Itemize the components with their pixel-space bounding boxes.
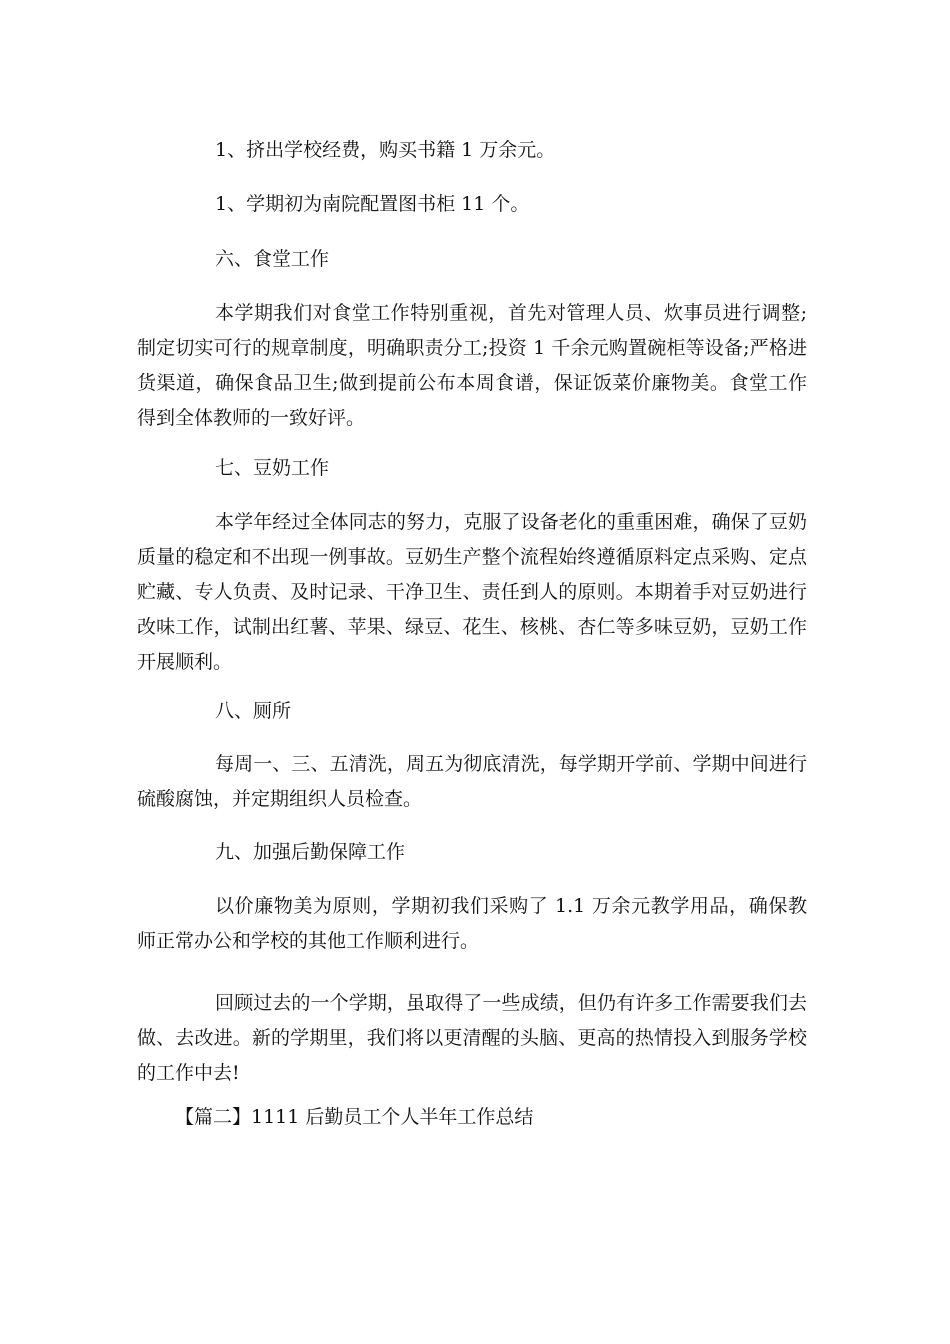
section-heading: 八、厕所 bbox=[215, 700, 292, 722]
section-heading: 六、食堂工作 bbox=[215, 248, 330, 270]
section-paragraph: 本学年经过全体同志的努力，克服了设备老化的重重困难，确保了豆奶质量的稳定和不出现一例事故。豆奶生产整个流程始终遵循原料定点采购、定点贮藏、专人负责、及时记录、干净卫生、责任到人的原则。本期着手对豆奶进行改味工作，试制出红薯、苹果、绿豆、花生、核桃、杏仁等多味豆奶，豆奶工作开展顺利。 bbox=[137, 511, 807, 673]
section-paragraph: 以价廉物美为原则，学期初我们采购了 1.1 万余元教学用品，确保教师正常办公和学校的其他工作顺利进行。 bbox=[137, 895, 807, 952]
section-paragraph: 本学期我们对食堂工作特别重视，首先对管理人员、炊事员进行调整;制定切实可行的规章制度，明确职责分工;投资 1 千余元购置碗柜等设备;严格进货渠道，确保食品卫生;做到提前公布本周食谱，保证饭菜价廉物美。食堂工作得到全体教师的一致好评。 bbox=[137, 302, 807, 429]
list-item: 1、挤出学校经费，购买书籍 1 万余元。 bbox=[215, 139, 556, 161]
section-heading: 九、加强后勤保障工作 bbox=[215, 841, 406, 863]
list-item: 1、学期初为南院配置图书柜 11 个。 bbox=[215, 193, 530, 215]
section-paragraph: 每周一、三、五清洗，周五为彻底清洗，每学期开学前、学期中间进行硫酸腐蚀，并定期组织人员检查。 bbox=[137, 753, 807, 810]
next-article-title: 【篇二】1111 后勤员工个人半年工作总结 bbox=[175, 1106, 534, 1128]
section-heading: 七、豆奶工作 bbox=[215, 457, 330, 479]
conclusion-paragraph: 回顾过去的一个学期，虽取得了一些成绩，但仍有许多工作需要我们去做、去改进。新的学期里，我们将以更清醒的头脑、更高的热情投入到服务学校的工作中去! bbox=[137, 992, 807, 1084]
